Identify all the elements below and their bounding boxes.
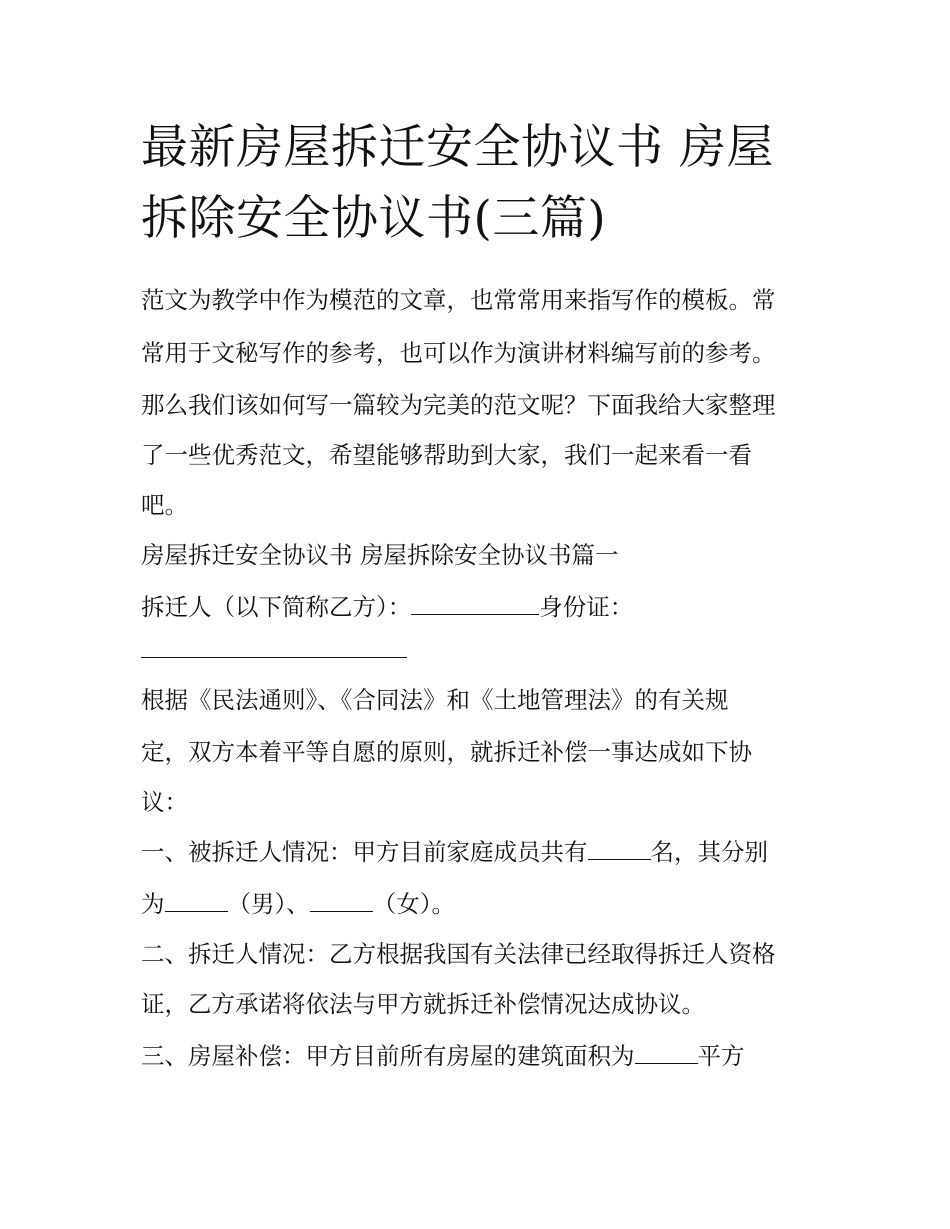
clause1-line-2 (141, 889, 455, 919)
party-line (141, 592, 633, 622)
intro-line-5: 吧。 (141, 491, 188, 519)
clause3-suffix: 平方 (697, 1042, 745, 1070)
document-title: 最新房屋拆迁安全协议书 房屋拆除安全协议书(三篇) (141, 120, 774, 246)
clause3-prefix: 三、房屋补偿：甲方目前所有房屋的建筑面积为 (141, 1042, 635, 1070)
clause1-line2-a: 为 (141, 890, 165, 918)
basis-line-3: 议： (141, 788, 188, 816)
clause1-line1-suffix: 名，其分别 (650, 838, 768, 866)
party-line-prefix: 拆迁人（以下简称乙方）： (141, 593, 412, 621)
clause1-line-1 (141, 837, 768, 867)
clause3-line-1 (141, 1041, 745, 1071)
intro-line-4: 了一些优秀范文，希望能够帮助到大家，我们一起来看一看 (141, 441, 752, 469)
id-number-blank (141, 657, 407, 658)
intro-line-3: 那么我们该如何写一篇较为完美的范文呢？下面我给大家整理 (141, 391, 776, 419)
clause1-line2-b: （男）、 (227, 890, 310, 918)
clause2-line-1: 二、拆迁人情况：乙方根据我国有关法律已经取得拆迁人资格 (141, 940, 776, 968)
basis-line-1: 根据《民法通则》、《合同法》和《土地管理法》的有关规 (141, 686, 729, 714)
party-name-blank (411, 592, 539, 615)
clause1-line2-c: （女）。 (372, 890, 455, 918)
party-line-suffix: 身份证： (539, 593, 634, 621)
member-count-blank (588, 837, 651, 860)
clause2-line-2: 证，乙方承诺将依法与甲方就拆迁补偿情况达成协议。 (141, 990, 705, 1018)
area-blank (635, 1041, 698, 1064)
male-count-blank (165, 889, 228, 912)
clause1-line1-prefix: 一、被拆迁人情况：甲方目前家庭成员共有 (141, 838, 588, 866)
intro-line-1: 范文为教学中作为模范的文章，也常常用来指写作的模板。常 (141, 286, 776, 314)
section-heading: 房屋拆迁安全协议书 房屋拆除安全协议书篇一 (141, 541, 619, 569)
intro-line-2: 常用于文秘写作的参考，也可以作为演讲材料编写前的参考。 (141, 339, 776, 367)
basis-line-2: 定，双方本着平等自愿的原则，就拆迁补偿一事达成如下协 (141, 738, 752, 766)
female-count-blank (310, 889, 373, 912)
